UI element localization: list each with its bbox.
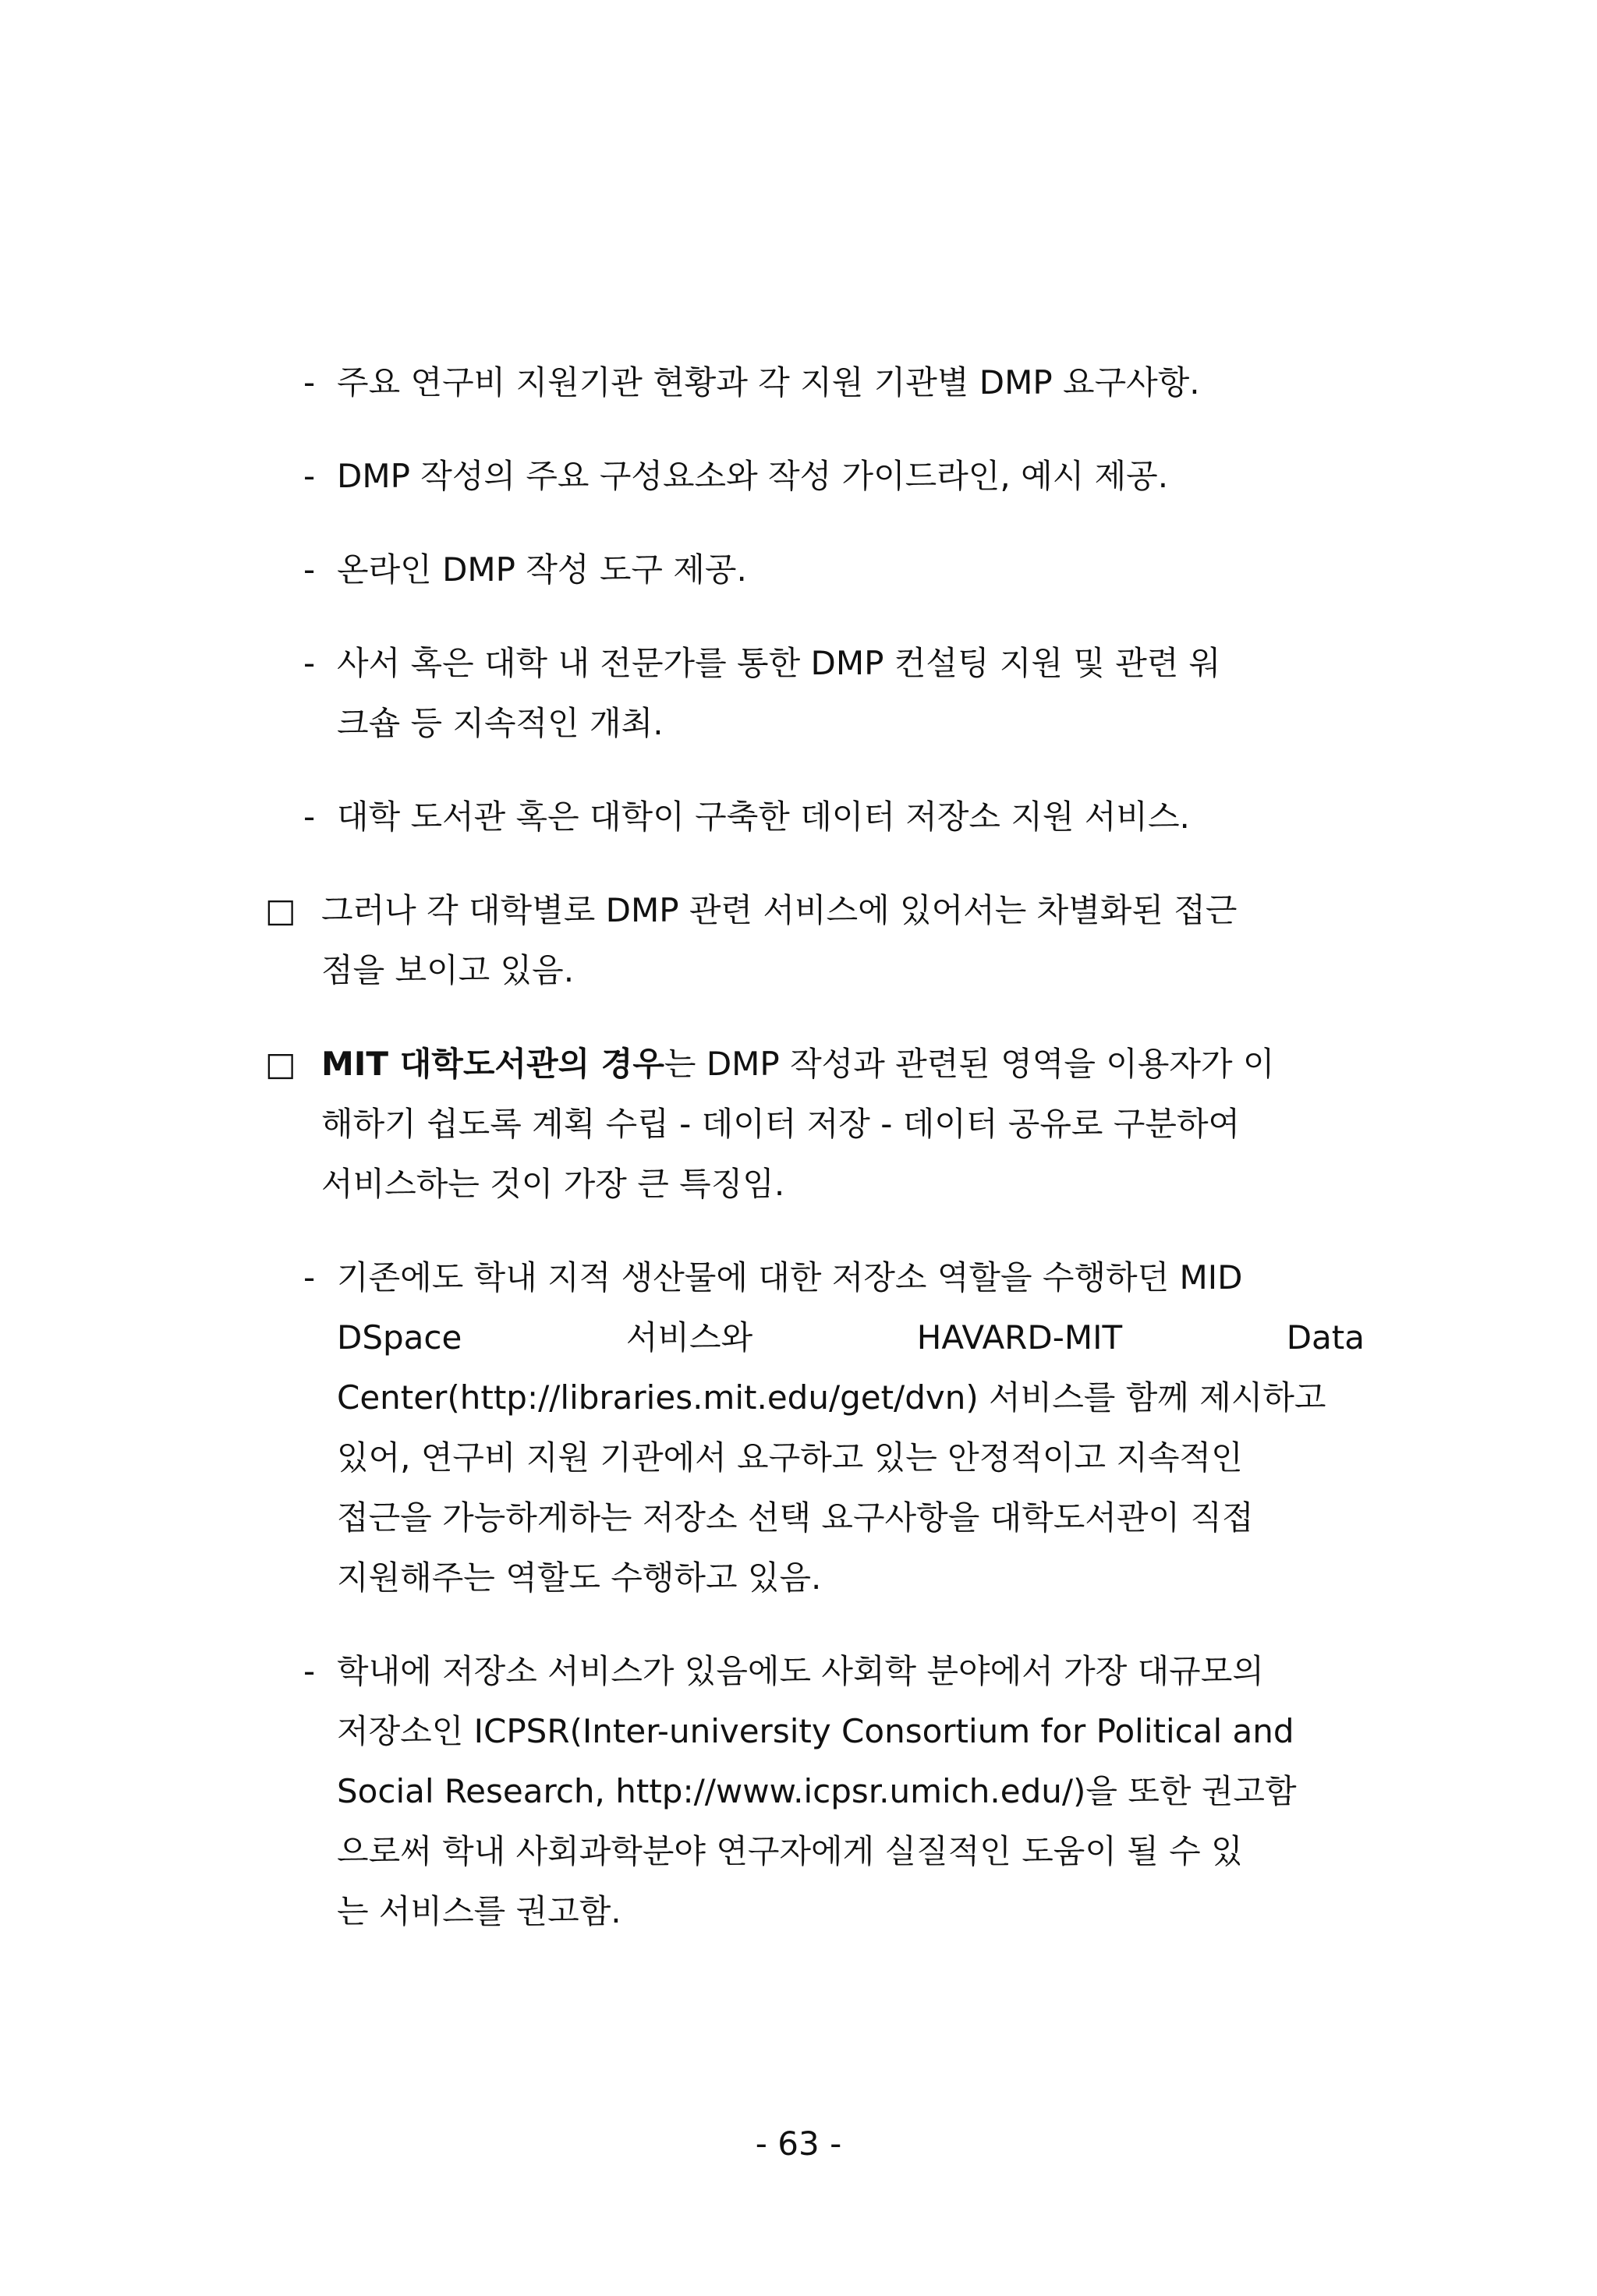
list-item-text: 주요 연구비 지원기관 현황과 각 지원 기관별 DMP 요구사항.: [337, 363, 1200, 402]
paragraph: [265, 1034, 1365, 1214]
list-item-text: 지원해주는 역할도 수행하고 있음.: [337, 1558, 822, 1597]
list-item: [265, 1247, 1365, 1608]
dash-bullet: -: [303, 644, 316, 682]
list-item-text: 온라인 DMP 작성 도구 제공.: [337, 550, 747, 589]
list-item: [265, 540, 1365, 600]
bold-heading-text: MIT 대학도서관의 경우: [321, 1045, 664, 1083]
page-number: - 63 -: [755, 2124, 842, 2163]
list-item: [265, 1641, 1365, 1941]
list-item: [265, 352, 1365, 412]
list-item: [265, 446, 1365, 506]
paragraph-text: 해하기 쉽도록 계획 수립 - 데이터 저장 - 데이터 공유로 구분하여: [321, 1105, 1241, 1143]
list-item-text: 접근을 가능하게하는 저장소 선택 요구사항을 대학도서관이 직접: [337, 1498, 1254, 1537]
list-item-text: 크숍 등 지속적인 개최.: [337, 704, 664, 742]
list-item-text: Social Research, http://www.icpsr.umich.edu/)을 또한 권고함: [337, 1772, 1297, 1810]
dash-bullet: -: [303, 1652, 316, 1690]
list-item-text: DMP 작성의 주요 구성요소와 작성 가이드라인, 예시 제공.: [337, 457, 1169, 495]
list-item-text: Center(http://libraries.mit.edu/get/dvn) 서비스를 함께 제시하고: [337, 1378, 1326, 1417]
list-item-text: 으로써 학내 사회과학분야 연구자에게 실질적인 도움이 될 수 있: [337, 1832, 1243, 1870]
dash-bullet: -: [303, 457, 316, 495]
paragraph-text: 점을 보이고 있음.: [321, 951, 575, 989]
dash-bullet: -: [303, 550, 316, 589]
list-item: [265, 787, 1365, 847]
checkbox-bullet-icon: □: [265, 1045, 296, 1083]
dash-bullet: -: [303, 363, 316, 402]
paragraph-text: 는 DMP 작성과 관련된 영역을 이용자가 이: [664, 1045, 1275, 1083]
paragraph-text: 서비스하는 것이 가장 큰 특징임.: [321, 1165, 785, 1203]
dash-bullet: -: [303, 798, 316, 836]
checkbox-bullet-icon: □: [265, 891, 296, 929]
list-item-text: 저장소인 ICPSR(Inter-university Consortium for Political and: [337, 1712, 1294, 1750]
page-content: [265, 352, 1365, 1975]
list-item-text: 는 서비스를 권고함.: [337, 1892, 621, 1930]
paragraph: [265, 880, 1365, 1000]
word: 서비스와: [625, 1318, 753, 1357]
list-item-text: 사서 혹은 대학 내 전문가를 통한 DMP 컨설팅 지원 및 관련 워: [337, 644, 1221, 682]
word: HAVARD-MIT: [916, 1318, 1123, 1357]
word: Data: [1286, 1318, 1365, 1357]
list-item-text: 대학 도서관 혹은 대학이 구축한 데이터 저장소 지원 서비스.: [337, 798, 1190, 836]
list-item: [265, 633, 1365, 753]
list-item-text: 기존에도 학내 지적 생산물에 대한 저장소 역할을 수행하던 MID: [337, 1258, 1243, 1297]
dash-bullet: -: [303, 1258, 316, 1297]
paragraph-text: 그러나 각 대학별로 DMP 관련 서비스에 있어서는 차별화된 접근: [321, 891, 1238, 929]
word: DSpace: [337, 1318, 462, 1357]
list-item-text: 학내에 저장소 서비스가 있음에도 사회학 분야에서 가장 대규모의: [337, 1652, 1264, 1690]
list-item-text: 있어, 연구비 지원 기관에서 요구하고 있는 안정적이고 지속적인: [337, 1438, 1243, 1477]
justified-line: [265, 1307, 1365, 1367]
